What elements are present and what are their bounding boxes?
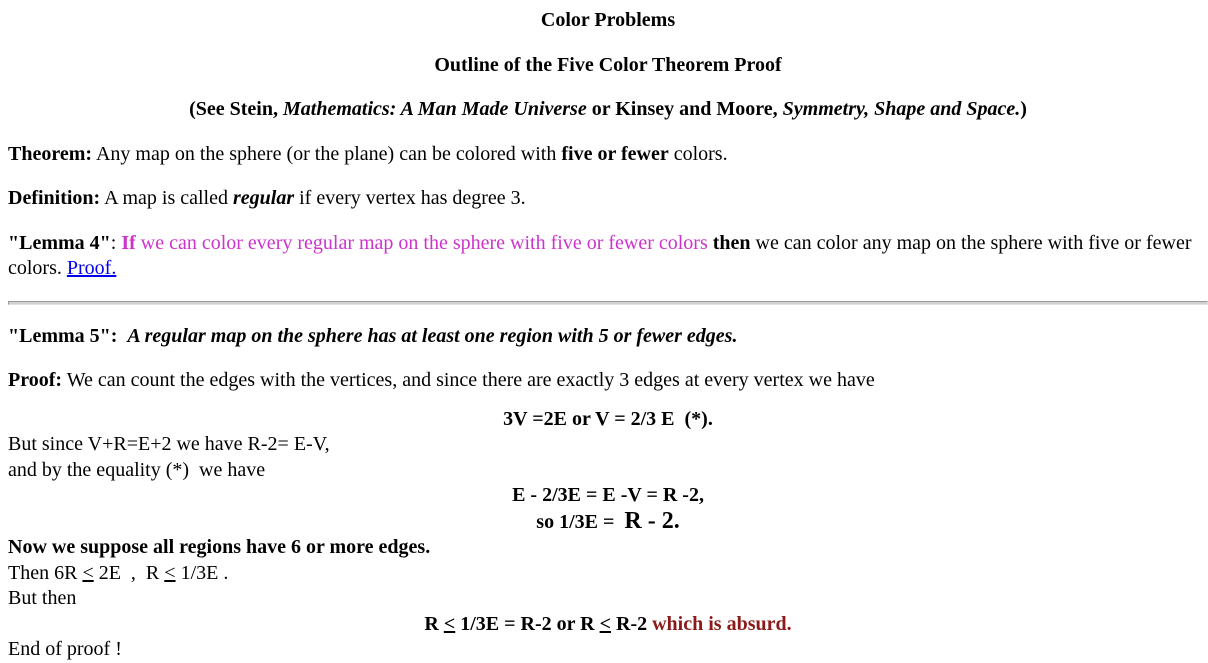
then-mid: 2E , R xyxy=(93,561,165,584)
lemma4-label: "Lemma 4" xyxy=(8,231,111,254)
lemma5-gap xyxy=(117,325,127,347)
leq-icon: < xyxy=(82,561,94,584)
leq-icon: < xyxy=(164,561,176,584)
lemma5-label: "Lemma 5": xyxy=(8,324,118,347)
leq-icon: < xyxy=(599,612,611,635)
final-equation xyxy=(8,612,1208,638)
definition-italic-word: regular xyxy=(232,187,295,209)
end-of-proof: End of proof ! xyxy=(8,638,122,660)
proof-label: Proof: xyxy=(8,369,63,391)
definition-paragraph xyxy=(8,186,1208,212)
lemma4-magenta-text: we can color every regular map on the sphere with five or fewer colors xyxy=(135,231,713,254)
equation-2-pre: so 1/3E = xyxy=(536,510,625,533)
citation-pre: (See Stein, xyxy=(189,98,283,120)
proof-text: We can count the edges with the vertices, and since there are exactly 3 edges at every vertex we have xyxy=(62,369,875,391)
then-pre: Then 6R xyxy=(8,561,83,584)
theorem-text-2: colors. xyxy=(668,142,728,165)
suppose-line: Now we suppose all regions have 6 or more edges. xyxy=(8,536,431,558)
lemma4-if-word: If xyxy=(121,231,136,254)
page xyxy=(8,8,1208,663)
page-title: Color Problems xyxy=(540,9,676,31)
citation-post: ) xyxy=(1020,98,1027,120)
final-eq-post: R-2 xyxy=(611,612,648,635)
equation-1: 3V =2E or V = 2/3 E (*). xyxy=(503,407,713,430)
citation-mid: or Kinsey and Moore, xyxy=(586,98,783,120)
subtitle: Outline of the Five Color Theorem Proof xyxy=(434,53,782,76)
section-divider xyxy=(8,301,1208,305)
theorem-label: Theorem: xyxy=(8,142,93,165)
final-eq-pre: R xyxy=(424,612,444,635)
lemma4-colon: : xyxy=(110,231,122,254)
equation-2-line-2 xyxy=(8,509,1208,536)
but-then-line: But then xyxy=(8,587,77,609)
definition-text-1: A map is called xyxy=(100,187,233,209)
lemma5-statement: A regular map on the sphere has at least one region with 5 or fewer edges. xyxy=(127,324,738,347)
then-post: 1/3E . xyxy=(175,561,229,584)
definition-text-2: if every vertex has degree 3. xyxy=(294,187,526,209)
lemma4-then-word: then xyxy=(712,231,751,254)
final-eq-mid: 1/3E = R-2 or R xyxy=(455,612,600,635)
lemma5-paragraph xyxy=(8,324,1208,350)
theorem-bold-phrase: five or fewer xyxy=(561,142,669,165)
lemma4-text: we can color any map on the sphere with five or fewer colors. xyxy=(8,231,1192,279)
absurd-text: which is absurd. xyxy=(647,612,792,635)
citation-book2: Symmetry, Shape and Space. xyxy=(782,98,1021,120)
theorem-paragraph xyxy=(8,142,1208,168)
since-line-2: and by the equality (*) we have xyxy=(8,458,266,481)
equation-2-line-1: E - 2/3E = E -V = R -2, xyxy=(512,484,704,506)
citation xyxy=(8,97,1208,123)
since-line-1: But since V+R=E+2 we have R-2= E-V, xyxy=(8,433,330,455)
then-line xyxy=(8,561,1208,587)
lemma4-paragraph xyxy=(8,231,1208,282)
proof-paragraph xyxy=(8,368,1208,394)
leq-icon: < xyxy=(443,612,456,635)
equation-2-big: R - 2. xyxy=(624,507,680,534)
definition-label: Definition: xyxy=(8,187,101,209)
theorem-text-1: Any map on the sphere (or the plane) can be colored with xyxy=(92,142,562,165)
proof-link[interactable]: Proof. xyxy=(66,257,117,279)
citation-book1: Mathematics: A Man Made Universe xyxy=(282,98,587,120)
